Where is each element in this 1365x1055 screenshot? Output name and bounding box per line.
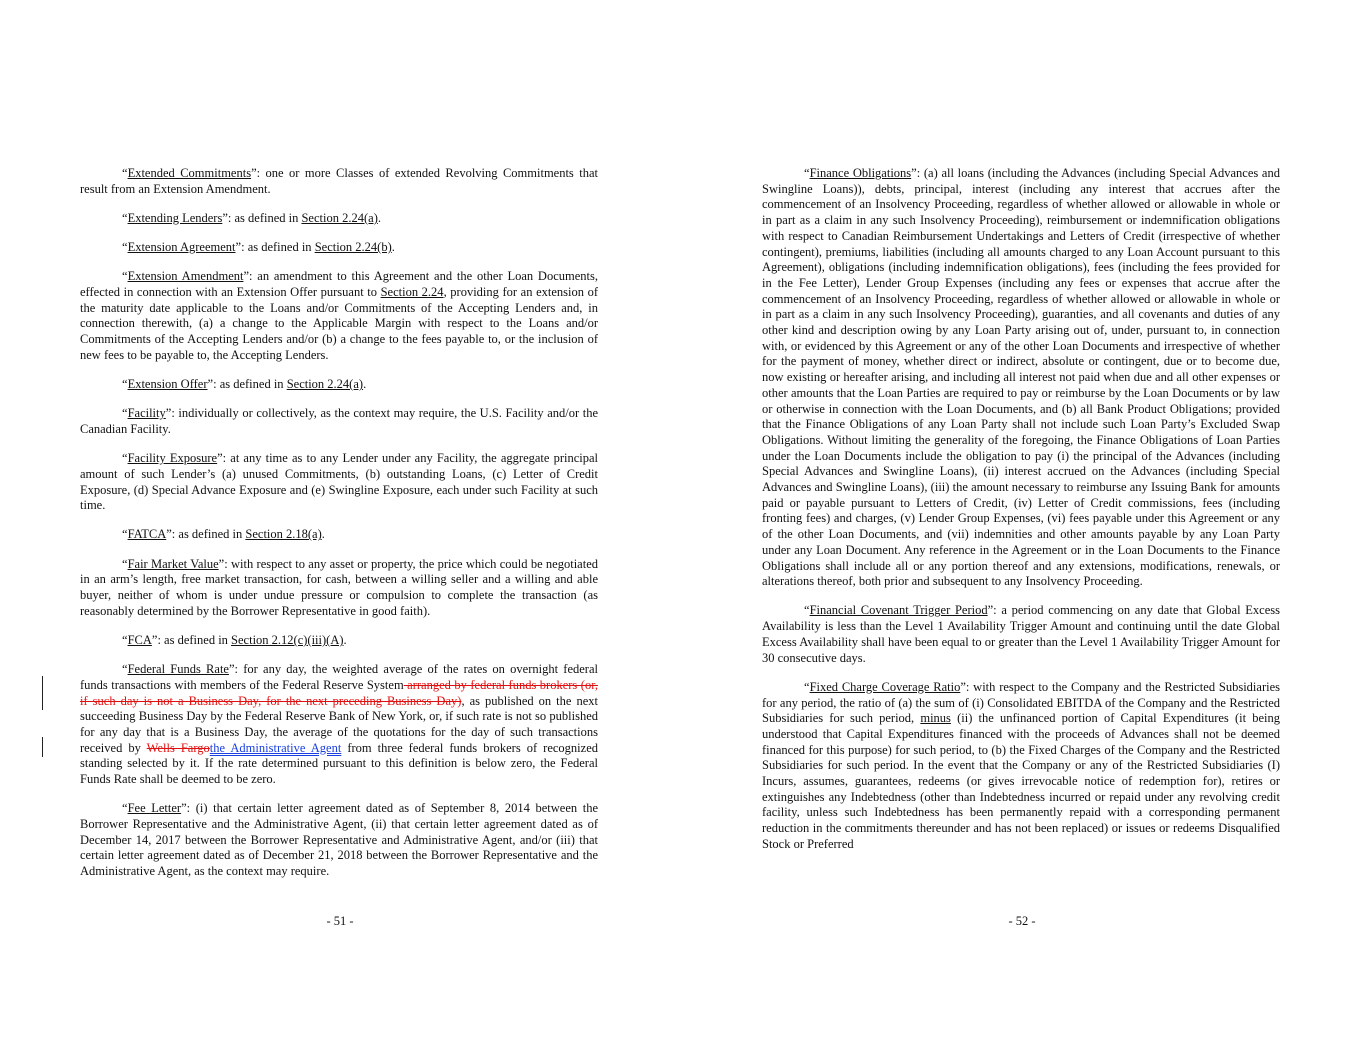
definition-facility-exposure: “Facility Exposure”: at any time as to any Lender under any Facility, the aggregate principal amount of such Lender’s (a) unused Commitments, (b) outstanding Loans, (c) Letter of Credit Exposure, (d) Special Advance Exposure and (e) Swingline Exposure, each under such Facility at such time. [80, 451, 598, 513]
term-facility: Facility [127, 406, 166, 421]
definition-finance-obligations: “Finance Obligations”: (a) all loans (including the Advances (including Special Advances and Swingline Loans)), debts, principal, interest (including any interest that accrues after the commencement of an Insolvency Proceeding, regardless of whether allowed or allowable in whole or in part as a claim in any such Insolvency Proceeding), reimbursement or indemnification obligations with respect to Canadian Reimbursement Undertakings and Letters of Credit (irrespective of whether contingent), premiums, liabilities (including all amounts charged to any Loan Account pursuant to this Agreement), obligations (including indemnification obligations), fees (including the fees provided for in the Fee Letter), Lender Group Expenses (including any fees or expenses that accrue after the commencement of an Insolvency Proceeding, regardless of whether allowed or allowable in whole or in part as a claim in any such Insolvency Proceeding), guaranties, and all covenants and duties of any other kind and description owing by any Loan Party arising out of, under, pursuant to, in connection with, or evidenced by this Agreement or any of the other Loan Documents and irrespective of whether for the payment of money, whether direct or indirect, absolute or contingent, due or to become due, now existing or hereafter arising, and including all interest not paid when due and all other expenses or other amounts that the Loan Parties are required to pay or reimburse by the Loan Documents or by law or otherwise in connection with the Loan Documents, and (b) all Bank Product Obligations; provided that the Finance Obligations of any Loan Party shall not include such Loan Party’s Excluded Swap Obligations. Without limiting the generality of the foregoing, the Finance Obligations of Loan Parties under the Loan Documents include the obligation to pay (i) the principal of the Advances (including Special Advances and Swingline Loans), (ii) interest accrued on the Advances (including Special Advances and Swingline Loans), (iii) the amount necessary to reimburse any Issuing Bank for amounts paid or payable pursuant to Letters of Credit, (iv) Letter of Credit commissions, fees (including fronting fees) and charges, (v) Lender Group Expenses, (vi) fees payable under this Agreement or any of the other Loan Documents, and (vii) indemnities and other amounts payable by any Loan Party under any Loan Document. Any reference in the Agreement or in the Loan Documents to the Finance Obligations shall include all or any portion thereof and any extensions, modifications, renewals, or alterations thereof, both prior and subsequent to any Insolvency Proceeding. [762, 166, 1280, 589]
definition-fixed-charge-coverage-ratio: “Fixed Charge Coverage Ratio”: with respect to the Company and the Restricted Subsidiaries for any period, the ratio of (a) the sum of (i) Consolidated EBITDA of the Company and the Restricted Subsidiaries for such period, minus (ii) the unfinanced portion of Capital Expenditures (it being understood that Capital Expenditures financed with the proceeds of Advances shall not be deemed financed for this purpose) for such period, to (b) the Fixed Charges of the Company and the Restricted Subsidiaries for such period. In the event that the Company or any of the Restricted Subsidiaries (I) Incurs, assumes, guarantees, redeems (or gives irrevocable notice of redemption for), retires or extinguishes any Indebtedness (other than Indebtedness incurred or repaid under any revolving credit facility, unless such Indebtedness has been permanently repaid with a corresponding permanent reduction in the commitments thereunder and has not been replaced) or issues or redeems Disqualified Stock or Preferred [762, 679, 1281, 851]
definition-fee-letter: “Fee Letter”: (i) that certain letter agreement dated as of September 8, 2014 between the Borrower Representative and the Administrative Agent, (ii) that certain letter agreement dated as of December 14, 2017 between the Borrower Representative and Administrative Agent, and/or (iii) that certain letter agreement dated as of December 21, 2018 between the Borrower Representative and the Administrative Agent, as the context may require. [80, 801, 598, 879]
definition-facility: “Facility”: individually or collectively, as the context may require, the U.S. Facility and/or the Canadian Facility. [80, 406, 598, 436]
definition-extending-lenders: “Extending Lenders”: as defined in Section 2.24(a). [122, 210, 381, 225]
section-reference: Section 2.12(c)(iii)(A) [231, 632, 344, 647]
definition-fair-market-value: “Fair Market Value”: with respect to any asset or property, the price which could be negotiated in an arm’s length, free market transaction, for cash, between a willing seller and a willing and able buyer, neither of whom is under undue pressure or compulsion to complete the transaction (as reasonably determined by the Borrower Representative in good faith). [80, 556, 598, 618]
term-fair-market-value: Fair Market Value [127, 556, 219, 571]
deleted-text: arranged by federal funds brokers (or, if such day is not a Business Day, for the next preceding Business Day) [80, 677, 598, 708]
definition-extension-agreement: “Extension Agreement”: as defined in Section 2.24(b). [122, 240, 395, 255]
definition-extended-commitments: “Extended Commitments”: one or more Classes of extended Revolving Commitments that result from an Extension Amendment. [80, 166, 598, 196]
change-bar [42, 676, 43, 710]
term-extension-amendment: Extension Amendment [127, 269, 244, 284]
term-extension-offer: Extension Offer [127, 377, 208, 392]
term-fee-letter: Fee Letter [127, 801, 182, 816]
term-extending-lenders: Extending Lenders [127, 210, 223, 225]
definition-fca: “FCA”: as defined in Section 2.12(c)(iii)(A). [122, 632, 347, 647]
deleted-text: Wells Fargo [146, 740, 210, 755]
term-extension-agreement: Extension Agreement [127, 240, 236, 255]
page-52 [762, 166, 1280, 866]
definition-extension-offer: “Extension Offer”: as defined in Section 2.24(a). [122, 377, 367, 392]
page-number: - 52 - [1008, 914, 1036, 928]
change-bar [42, 737, 43, 757]
section-reference: Section 2.24(a) [286, 377, 364, 392]
term-facility-exposure: Facility Exposure [127, 451, 218, 466]
section-reference: Section 2.24(b) [314, 240, 392, 255]
section-reference: Section 2.24(a) [301, 210, 378, 225]
term-extended-commitments: Extended Commitments [127, 166, 252, 180]
definition-fatca: “FATCA”: as defined in Section 2.18(a). [122, 527, 325, 542]
section-reference: Section 2.24 [380, 285, 444, 300]
term-fatca: FATCA [127, 527, 167, 542]
section-reference: Section 2.18(a) [245, 527, 322, 542]
definition-extension-amendment: “Extension Amendment”: an amendment to this Agreement and the other Loan Documents, effected in connection with an Extension Offer pursuant to Section 2.24, providing for an extension of the maturity date applicable to the Loans and/or Commitments of the Accepting Lenders and, in connection therewith, (a) a change to the Applicable Margin with respect to the Loans and/or Commitments of the Accepting Lenders and/or (b) a change to the fees payable to, or the inclusion of new fees to be payable to, the Accepting Lenders. [80, 269, 598, 362]
definition-financial-covenant-trigger-period: “Financial Covenant Trigger Period”: a period commencing on any date that Global Excess Availability is less than the Level 1 Availability Trigger Amount and continuing until the date Global Excess Availability shall have been equal to or greater than the Level 1 Availability Trigger Amount for 30 consecutive days. [762, 603, 1281, 665]
emphasis-minus: minus [920, 711, 951, 726]
page-51 [80, 166, 598, 893]
term-federal-funds-rate: Federal Funds Rate [127, 662, 229, 677]
term-finance-obligations: Finance Obligations [809, 166, 912, 180]
definition-federal-funds-rate: “Federal Funds Rate”: for any day, the weighted average of the rates on overnight federal funds transactions with members of the Federal Reserve System arranged by federal funds brokers (or, if such day is not a Business Day, for the next preceding Business Day), as published on the next succeeding Business Day by the Federal Reserve Bank of New York, or, if such rate is not so published for any day that is a Business Day, the average of the quotations for the day of such transactions received by Wells Fargothe Administrative Agent from three federal funds brokers of recognized standing selected by it. If the rate determined pursuant to this definition is below zero, the Federal Funds Rate shall be deemed to be zero. [80, 662, 598, 787]
page-number: - 51 - [326, 914, 354, 928]
term-fixed-charge-coverage-ratio: Fixed Charge Coverage Ratio [809, 679, 961, 694]
term-financial-covenant-trigger-period: Financial Covenant Trigger Period [809, 603, 988, 618]
inserted-text: the Administrative Agent [209, 740, 342, 755]
term-fca: FCA [127, 632, 152, 647]
